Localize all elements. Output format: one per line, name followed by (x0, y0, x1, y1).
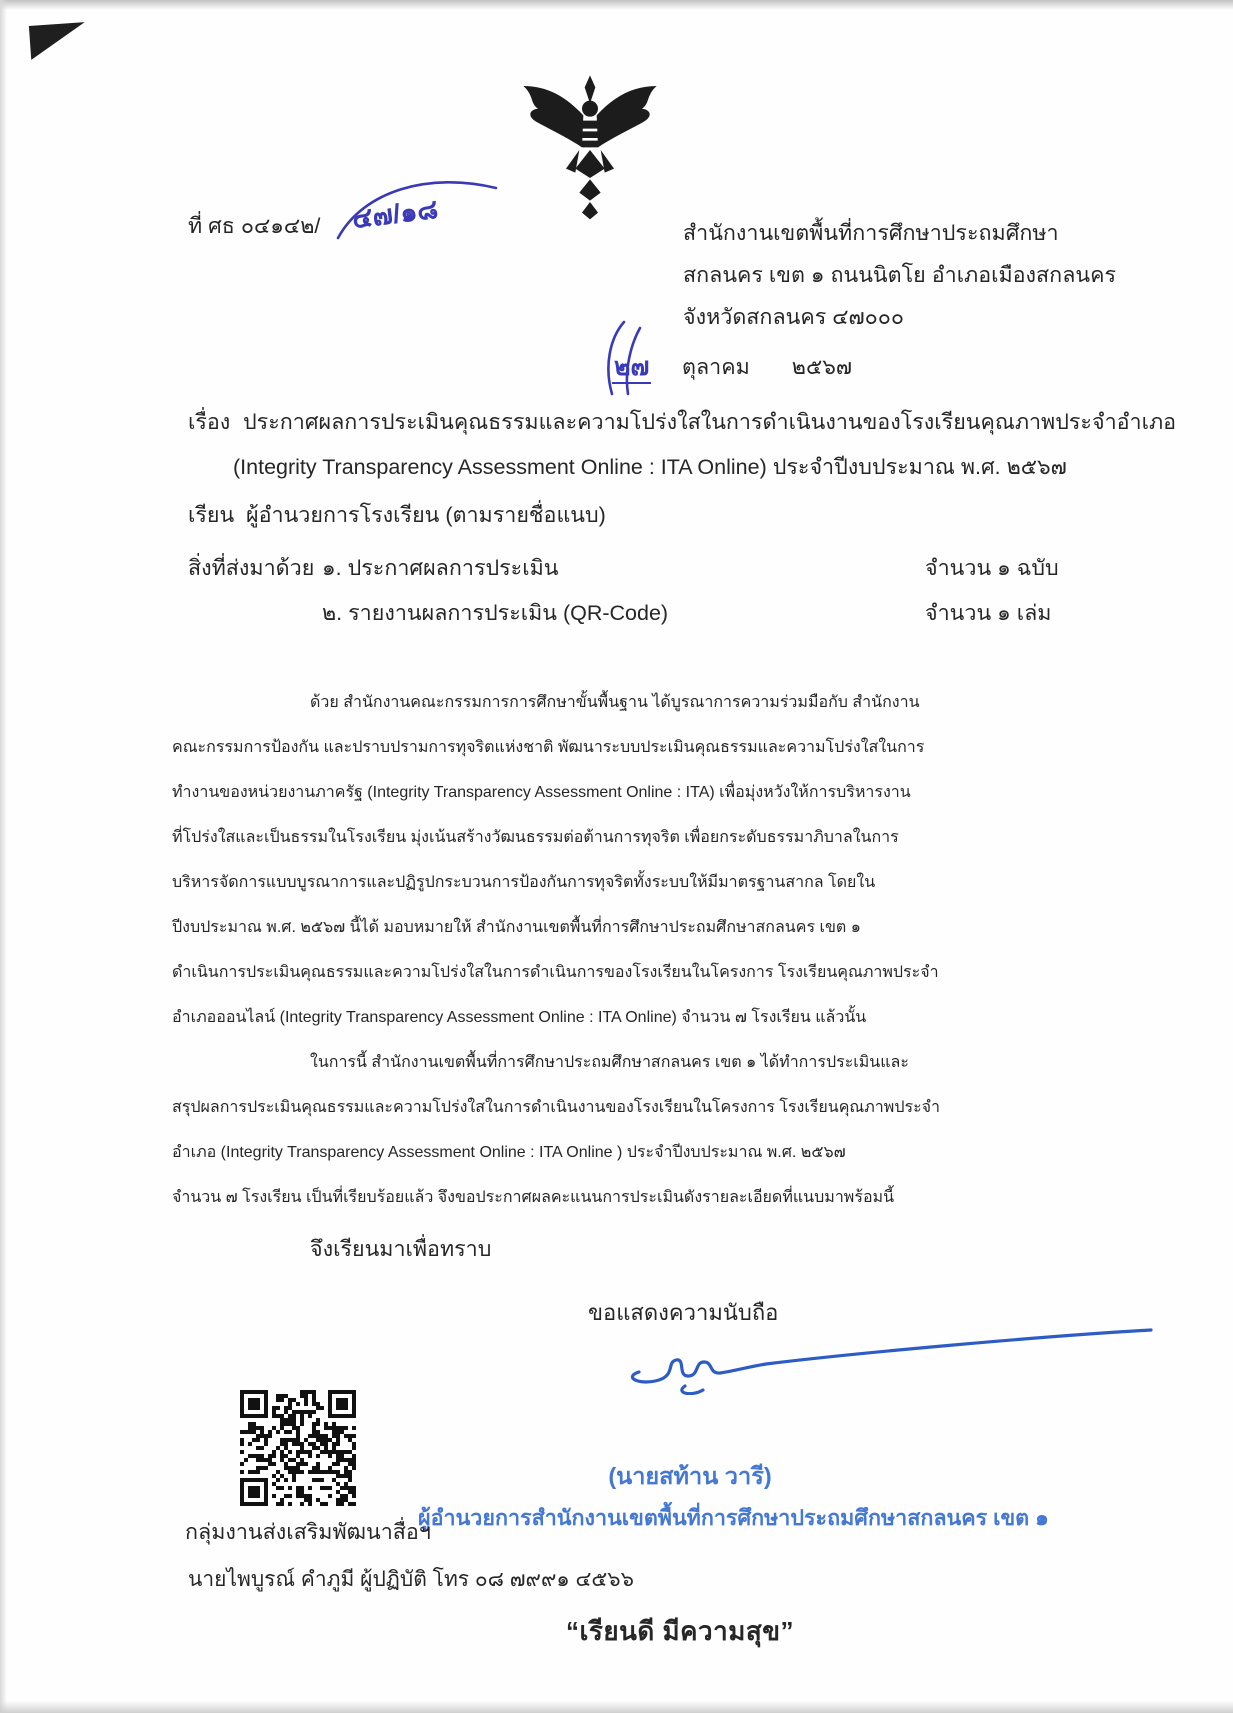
body1-line1: ด้วย สำนักงานคณะกรรมการการศึกษาขั้นพื้นฐาน ได้บูรณาการความร่วมมือกับ สำนักงาน (310, 694, 920, 711)
sender-address-line3: จังหวัดสกลนคร ๔๗๐๐๐ (683, 305, 905, 329)
ref-number-label: ที่ ศธ ๐๔๑๔๒/ (188, 214, 321, 238)
attachment-qty-2: จำนวน ๑ เล่ม (925, 601, 1052, 625)
body2-line1: ในการนี้ สำนักงานเขตพื้นที่การศึกษาประถมศึกษาสกลนคร เขต ๑ ได้ทำการประเมินและ (310, 1054, 909, 1071)
closing-phrase: จึงเรียนมาเพื่อทราบ (310, 1237, 492, 1261)
body1-line3: ทำงานของหน่วยงานภาครัฐ (Integrity Transparency Assessment Online : ITA) เพื่อมุ่งหวังให้การบริหารงาน (172, 784, 911, 801)
garuda-emblem-icon (505, 70, 675, 230)
subject-label: เรื่อง (188, 410, 231, 434)
recipient-label: เรียน (188, 503, 235, 527)
body2-line3: อำเภอ (Integrity Transparency Assessment Online : ITA Online ) ประจำปีงบประมาณ พ.ศ. ๒๕๖๗ (172, 1144, 846, 1161)
body1-line4: ที่โปร่งใสและเป็นธรรมในโรงเรียน มุ่งเน้นสร้างวัฒนธรรมต่อต้านการทุจริต เพื่อยกระดับธรรมาภิบาลในการ (172, 829, 899, 846)
salutation: ขอแสดงความนับถือ (588, 1300, 779, 1325)
scan-corner-artifact (29, 22, 87, 60)
qr-code-label: กลุ่มงานส่งเสริมพัฒนาสื่อฯ (185, 1520, 431, 1544)
signer-name: (นายสท้าน วารี) (608, 1463, 772, 1489)
qr-code (240, 1390, 356, 1506)
date-month: ตุลาคม (682, 355, 750, 379)
body1-line7: ดำเนินการประเมินคุณธรรมและความโปร่งใสในการดำเนินการของโรงเรียนในโครงการ โรงเรียนคุณภาพประจำ (172, 964, 939, 981)
body2-line4: จำนวน ๗ โรงเรียน เป็นที่เรียบร้อยแล้ว จึงขอประกาศผลคะแนนการประเมินดังรายละเอียดที่แนบมาพร้อมนี้ (172, 1189, 895, 1206)
body1-line8: อำเภอออนไลน์ (Integrity Transparency Assessment Online : ITA Online) จำนวน ๗ โรงเรียน แล้วนั้น (172, 1009, 867, 1026)
scan-edge-left (0, 0, 7, 1713)
scan-edge-bottom (0, 1701, 1233, 1713)
date-day-handwritten: ๒๗ (612, 352, 651, 384)
sender-address-line1: สำนักงานเขตพื้นที่การศึกษาประถมศึกษา (683, 221, 1059, 245)
sender-address-line2: สกลนคร เขต ๑ ถนนนิตโย อำเภอเมืองสกลนคร (683, 263, 1117, 287)
signer-title: ผู้อำนวยการสำนักงานเขตพื้นที่การศึกษาประถมศึกษาสกลนคร เขต ๑ (418, 1506, 1049, 1530)
body2-line2: สรุปผลการประเมินคุณธรรมและความโปร่งใสในการดำเนินงานของโรงเรียนในโครงการ โรงเรียนคุณภาพประจำ (172, 1099, 941, 1116)
ref-number-handwritten: ๔๗/๑๘ (350, 193, 440, 235)
signature-handwriting (615, 1320, 1160, 1395)
subject-line2: (Integrity Transparency Assessment Online : ITA Online) ประจำปีงบประมาณ พ.ศ. ๒๕๖๗ (233, 455, 1067, 479)
subject-line1: ประกาศผลการประเมินคุณธรรมและความโปร่งใสในการดำเนินงานของโรงเรียนคุณภาพประจำอำเภอ (243, 410, 1177, 434)
attachments-label: สิ่งที่ส่งมาด้วย (188, 556, 315, 580)
body1-line2: คณะกรรมการป้องกัน และปราบปรามการทุจริตแห่งชาติ พัฒนาระบบประเมินคุณธรรมและความโปร่งใสในการ (172, 739, 925, 756)
recipient-value: ผู้อำนวยการโรงเรียน (ตามรายชื่อแนบ) (246, 503, 606, 527)
body-paragraph-1 (172, 680, 1092, 1040)
attachment-qty-1: จำนวน ๑ ฉบับ (925, 556, 1059, 580)
attachment-item-2: ๒. รายงานผลการประเมิน (QR-Code) (322, 601, 669, 625)
motto: “เรียนดี มีความสุข” (566, 1616, 794, 1646)
body1-line6: ปีงบประมาณ พ.ศ. ๒๕๖๗ นี้ได้ มอบหมายให้ สำนักงานเขตพื้นที่การศึกษาประถมศึกษาสกลนคร เขต ๑ (172, 919, 861, 936)
scan-edge-top (0, 0, 1233, 10)
date-year: ๒๕๖๗ (791, 355, 853, 379)
body1-line5: บริหารจัดการแบบบูรณาการและปฏิรูปกระบวนการป้องกันการทุจริตทั้งระบบให้มีมาตรฐานสากล โดยใน (172, 874, 876, 891)
attachment-item-1: ๑. ประกาศผลการประเมิน (322, 556, 559, 580)
contact-line: นายไพบูรณ์ คำภูมี ผู้ปฏิบัติ โทร ๐๘ ๗๙๙๑ ๔๕๖๖ (188, 1568, 634, 1591)
body-paragraph-2 (172, 1040, 1092, 1220)
